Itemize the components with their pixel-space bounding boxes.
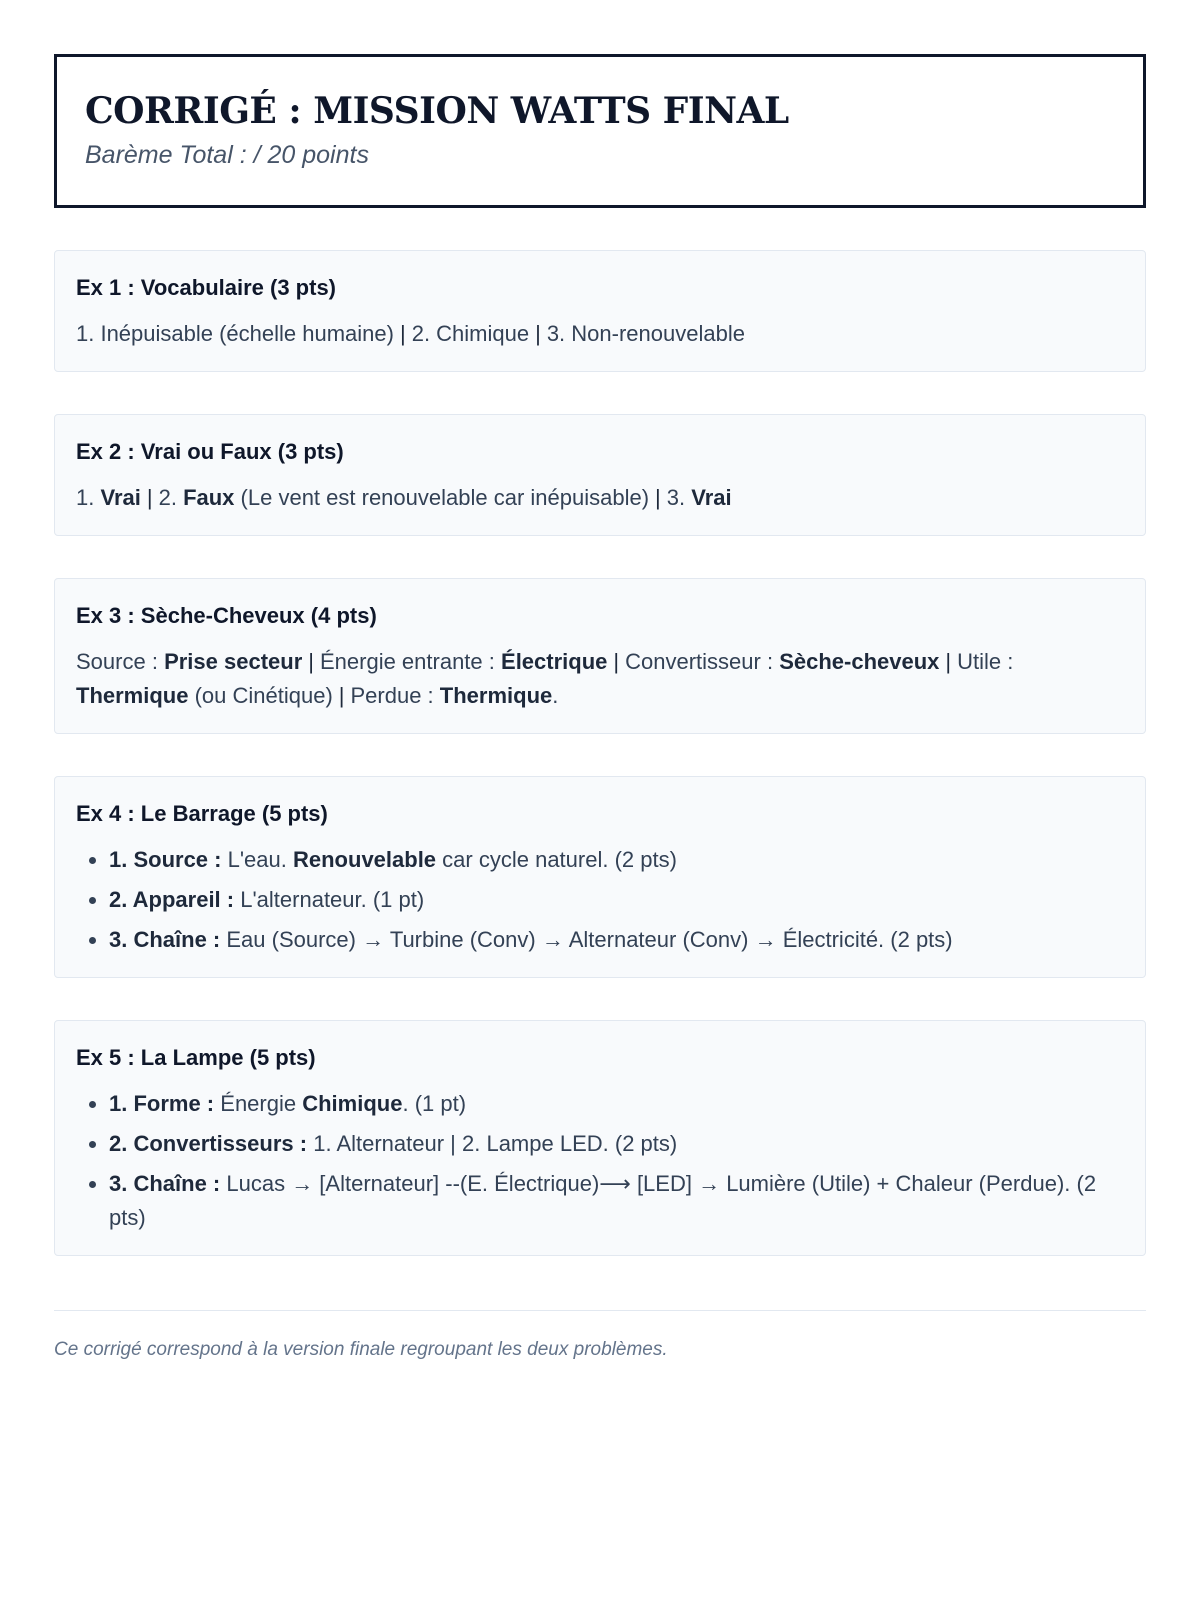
ex3-source-label: Source : <box>76 649 158 674</box>
ex3-input-label: Énergie entrante : <box>319 649 495 674</box>
exercise-2-card <box>54 414 1146 536</box>
exercise-5-title: Ex 5 : La Lampe (5 pts) <box>76 1045 316 1070</box>
footer-note: Ce corrigé correspond à la version finale regroupant les deux problèmes. <box>54 1339 668 1360</box>
ex4-item-1-post: car cycle naturel. (2 pts) <box>442 847 677 872</box>
ex3-useful-value: Thermique <box>76 683 189 708</box>
exercise-1-card <box>54 250 1146 372</box>
footer-divider <box>54 1310 1146 1311</box>
ex1-answer-1: 1. Inépuisable (échelle humaine) <box>76 321 394 346</box>
list-item <box>109 1167 1124 1235</box>
ex5-item-2-label: 2. Convertisseurs : <box>109 1131 308 1156</box>
document-header <box>54 54 1146 208</box>
list-item <box>109 1087 1124 1121</box>
separator: | <box>146 485 153 510</box>
exercise-5-card <box>54 1020 1146 1256</box>
ex3-lost-value: Thermique <box>439 683 553 708</box>
ex4-item-2-text: L'alternateur. (1 pt) <box>240 887 425 912</box>
ex2-answer-2: Faux <box>183 485 235 510</box>
ex3-converter-value: Sèche-cheveux <box>779 649 940 674</box>
ex5-item-1-post: . (1 pt) <box>402 1091 467 1116</box>
exercise-4-answers <box>76 843 1124 957</box>
ex4-item-1-label: 1. Source : <box>109 847 222 872</box>
exercise-2-title: Ex 2 : Vrai ou Faux (3 pts) <box>76 439 344 464</box>
ex3-useful-label: Utile : <box>957 649 1014 674</box>
ex3-input-value: Électrique <box>501 649 608 674</box>
ex3-converter-label: Convertisseur : <box>625 649 774 674</box>
separator: | <box>399 321 406 346</box>
page-title: CORRIGÉ : MISSION WATTS FINAL <box>85 90 789 132</box>
ex3-source-value: Prise secteur <box>164 649 303 674</box>
ex4-item-1-bold: Renouvelable <box>293 847 437 872</box>
exercise-4-card <box>54 776 1146 978</box>
separator: | <box>308 649 314 674</box>
list-item <box>109 923 1124 957</box>
ex2-answer-1: Vrai <box>100 485 141 510</box>
list-item <box>109 1127 1124 1161</box>
ex2-number-3: 3. <box>666 485 686 510</box>
ex2-answer-3: Vrai <box>691 485 732 510</box>
separator: | <box>945 649 952 674</box>
ex3-lost-label: Perdue : <box>350 683 434 708</box>
ex4-item-3-label: 3. Chaîne : <box>109 927 221 952</box>
ex5-item-1-label: 1. Forme : <box>109 1091 215 1116</box>
ex2-number-2: 2. <box>158 485 177 510</box>
ex3-useful-note: (ou Cinétique) <box>194 683 333 708</box>
exercise-3-card <box>54 578 1146 734</box>
list-item <box>109 843 1124 877</box>
ex5-item-3-text: Lucas → [Alternateur] --(E. Électrique)⟶ [LED] → Lumière (Utile) + Chaleur (Perdue). (2 pts) <box>109 1171 1097 1230</box>
ex1-answer-2: 2. Chimique <box>411 321 530 346</box>
exercise-1-title: Ex 1 : Vocabulaire (3 pts) <box>76 275 337 300</box>
separator: | <box>535 321 541 346</box>
exercise-3-answers: Source : Prise secteur | Énergie entrante : Électrique | Convertisseur : Sèche-cheveux | Utile : Thermique (ou Cinétique) | Perdue : Thermique. <box>76 645 1124 713</box>
exercise-1-answers <box>76 317 1124 351</box>
list-item <box>109 883 1124 917</box>
grading-scale: Barème Total : / 20 points <box>85 141 369 169</box>
ex5-item-1-pre: Énergie <box>220 1091 297 1116</box>
ex5-item-3-label: 3. Chaîne : <box>109 1171 221 1196</box>
ex4-item-1-pre: L'eau. <box>227 847 287 872</box>
ex2-number-1: 1. <box>76 485 95 510</box>
ex4-item-2-label: 2. Appareil : <box>109 887 235 912</box>
ex1-answer-3: 3. Non-renouvelable <box>546 321 745 346</box>
ex5-item-1-bold: Chimique <box>302 1091 403 1116</box>
separator: | <box>338 683 345 708</box>
exercise-2-answers <box>76 481 1124 515</box>
exercise-3-title: Ex 3 : Sèche-Cheveux (4 pts) <box>76 603 377 628</box>
ex4-item-3-text: Eau (Source) → Turbine (Conv) → Alternateur (Conv) → Électricité. (2 pts) <box>226 927 953 952</box>
exercise-5-answers <box>76 1087 1124 1235</box>
ex2-answer-2-note: (Le vent est renouvelable car inépuisable) <box>240 485 650 510</box>
separator: | <box>655 485 661 510</box>
ex5-item-2-text: 1. Alternateur | 2. Lampe LED. (2 pts) <box>313 1131 678 1156</box>
separator: | <box>613 649 620 674</box>
exercise-4-title: Ex 4 : Le Barrage (5 pts) <box>76 801 328 826</box>
